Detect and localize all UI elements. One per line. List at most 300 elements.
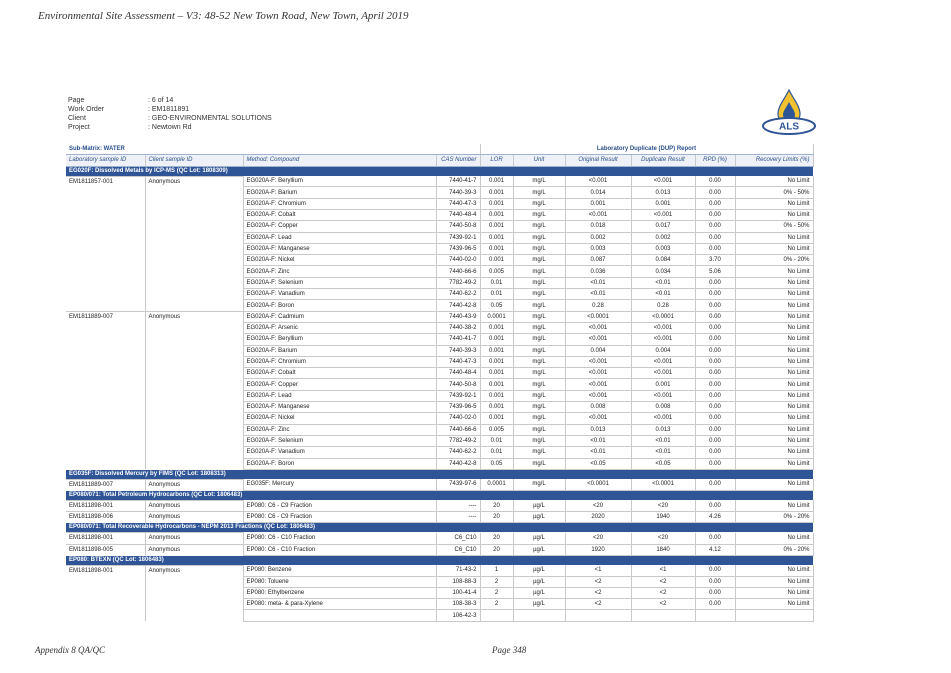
cell-client [145, 334, 243, 345]
cell-rpd: 0.00 [695, 221, 735, 232]
cell-orig: <2 [565, 576, 631, 587]
cell-dup: 0.013 [631, 424, 695, 435]
cell-orig: 2020 [565, 511, 631, 522]
cell-client [145, 255, 243, 266]
column-header: Original Result [565, 155, 631, 166]
table-row [66, 243, 813, 254]
cell-unit: mg/L [513, 379, 565, 390]
table-row [66, 610, 813, 621]
cell-method: EP080: C6 - C9 Fraction [243, 511, 436, 522]
cell-cas: 7440-48-4 [436, 209, 480, 220]
table-row [66, 221, 813, 232]
cell-rpd: 0.00 [695, 187, 735, 198]
cell-client [145, 413, 243, 424]
cell-lor: 0.005 [480, 266, 513, 277]
cell-unit: mg/L [513, 198, 565, 209]
meta-label: Page [68, 97, 85, 104]
cell-lab [66, 390, 145, 401]
cell-lor: 20 [480, 544, 513, 555]
cell-rec: No Limit [735, 356, 813, 367]
cell-rec: No Limit [735, 413, 813, 424]
table-row [66, 266, 813, 277]
cell-method: EG020A-F: Selenium [243, 277, 436, 288]
cell-unit: mg/L [513, 277, 565, 288]
cell-method: EG020A-F: Cadmium [243, 311, 436, 322]
cell-unit: mg/L [513, 334, 565, 345]
cell-client [145, 266, 243, 277]
cell-lor: 0.01 [480, 277, 513, 288]
cell-lor: 2 [480, 599, 513, 610]
cell-rec: No Limit [735, 243, 813, 254]
section-title: EG020F: Dissolved Metals by ICP-MS (QC Lot: 1808309) [66, 166, 813, 176]
cell-orig: <0.001 [565, 334, 631, 345]
cell-rpd: 0.00 [695, 368, 735, 379]
cell-rpd: 0.00 [695, 390, 735, 401]
meta-value: : Newtown Rd [148, 124, 192, 131]
cell-dup: <20 [631, 500, 695, 511]
cell-rpd: 0.00 [695, 435, 735, 446]
cell-orig: 0.018 [565, 221, 631, 232]
cell-rpd: 0.00 [695, 300, 735, 311]
cell-rpd: 0.00 [695, 447, 735, 458]
cell-unit: µg/L [513, 500, 565, 511]
cell-lab [66, 221, 145, 232]
cell-method: EG020A-F: Zinc [243, 266, 436, 277]
cell-client: Anonymous [145, 511, 243, 522]
cell-lor: 0.01 [480, 435, 513, 446]
cell-cas: 7440-47-3 [436, 356, 480, 367]
cell-client [145, 345, 243, 356]
cell-dup: <0.01 [631, 277, 695, 288]
cell-unit: mg/L [513, 368, 565, 379]
cell-method: EG020A-F: Barium [243, 187, 436, 198]
column-header: Client sample ID [145, 155, 243, 166]
cell-dup: <1 [631, 565, 695, 576]
cell-method: EP080: C6 - C10 Fraction [243, 544, 436, 555]
cell-cas: 7440-62-2 [436, 289, 480, 300]
table-row [66, 458, 813, 469]
cell-rpd: 0.00 [695, 243, 735, 254]
cell-rpd: 0.00 [695, 576, 735, 587]
cell-lor: 0.001 [480, 221, 513, 232]
cell-cas: 7440-48-4 [436, 368, 480, 379]
cell-cas: 7440-47-3 [436, 198, 480, 209]
table-row [66, 599, 813, 610]
cell-rpd [695, 610, 735, 621]
cell-rec: No Limit [735, 447, 813, 458]
meta-row-work-order [68, 105, 272, 114]
cell-rec: No Limit [735, 587, 813, 598]
cell-rec: 0% - 20% [735, 255, 813, 266]
section-header-row [66, 469, 813, 479]
cell-rpd: 0.00 [695, 176, 735, 187]
cell-dup: <0.01 [631, 447, 695, 458]
cell-dup: 0.084 [631, 255, 695, 266]
cell-cas: 7439-92-1 [436, 390, 480, 401]
cell-client [145, 243, 243, 254]
cell-cas: 7440-66-6 [436, 424, 480, 435]
cell-method: EP080: Benzene [243, 565, 436, 576]
cell-dup: <0.001 [631, 322, 695, 333]
cell-unit: mg/L [513, 402, 565, 413]
cell-orig: <0.001 [565, 390, 631, 401]
cell-method: EG020A-F: Vanadium [243, 447, 436, 458]
cell-rpd: 0.00 [695, 587, 735, 598]
table-row [66, 255, 813, 266]
cell-rpd: 0.00 [695, 458, 735, 469]
meta-row-client [68, 114, 272, 123]
cell-lor: 2 [480, 587, 513, 598]
cell-lor: 0.001 [480, 232, 513, 243]
cell-method: EG020A-F: Barium [243, 345, 436, 356]
cell-rec [735, 610, 813, 621]
cell-client [145, 435, 243, 446]
cell-rpd: 4.26 [695, 511, 735, 522]
cell-rpd: 0.00 [695, 533, 735, 544]
cell-unit [513, 610, 565, 621]
cell-cas: 7440-41-7 [436, 334, 480, 345]
table-row [66, 209, 813, 220]
table-row [66, 300, 813, 311]
cell-rec: 0% - 20% [735, 511, 813, 522]
cell-rpd: 0.00 [695, 356, 735, 367]
cell-dup: 0.003 [631, 243, 695, 254]
cell-dup: 1940 [631, 511, 695, 522]
cell-lab: EM1811898-001 [66, 565, 145, 576]
cell-unit: mg/L [513, 300, 565, 311]
cell-lab [66, 447, 145, 458]
cell-lab: EM1811889-007 [66, 311, 145, 322]
cell-method: EG020A-F: Arsenic [243, 322, 436, 333]
cell-orig: <20 [565, 533, 631, 544]
column-header: Laboratory sample ID [66, 155, 145, 166]
cell-dup: <0.001 [631, 413, 695, 424]
cell-method: EG020A-F: Chromium [243, 198, 436, 209]
cell-orig: 0.036 [565, 266, 631, 277]
cell-orig: <0.01 [565, 447, 631, 458]
cell-lab [66, 356, 145, 367]
cell-cas: 7440-02-0 [436, 413, 480, 424]
cell-lor: 0.005 [480, 424, 513, 435]
cell-rpd: 0.00 [695, 599, 735, 610]
cell-rec: 0% - 50% [735, 187, 813, 198]
cell-rpd: 0.00 [695, 322, 735, 333]
cell-orig: 0.087 [565, 255, 631, 266]
cell-cas: 108-38-3 [436, 599, 480, 610]
cell-method: EG020A-F: Manganese [243, 402, 436, 413]
section-header-row [66, 490, 813, 500]
cell-lab [66, 266, 145, 277]
cell-orig: <0.001 [565, 379, 631, 390]
cell-lor: 0.001 [480, 390, 513, 401]
section-title: EP080/071: Total Recoverable Hydrocarbons - NEPM 2013 Fractions (QC Lot: 1806483) [66, 523, 813, 533]
cell-lor: 2 [480, 576, 513, 587]
cell-dup: <0.01 [631, 435, 695, 446]
column-header: LOR [480, 155, 513, 166]
cell-rpd: 0.00 [695, 345, 735, 356]
cell-lor: 0.001 [480, 255, 513, 266]
table-column-headers [66, 155, 813, 166]
cell-lor: 0.001 [480, 356, 513, 367]
cell-dup: 0.034 [631, 266, 695, 277]
cell-lor: 0.001 [480, 413, 513, 424]
cell-rec: No Limit [735, 277, 813, 288]
cell-method: EP080: C6 - C10 Fraction [243, 533, 436, 544]
cell-lor: 0.001 [480, 334, 513, 345]
cell-method: EP080: Ethylbenzene [243, 587, 436, 598]
cell-dup: 1840 [631, 544, 695, 555]
cell-client: Anonymous [145, 500, 243, 511]
cell-lor: 0.001 [480, 322, 513, 333]
cell-orig: <0.01 [565, 277, 631, 288]
cell-unit: mg/L [513, 345, 565, 356]
cell-client [145, 576, 243, 587]
cell-rec: No Limit [735, 322, 813, 333]
cell-method: EG020A-F: Copper [243, 221, 436, 232]
meta-row-page [68, 96, 272, 105]
cell-method: EP080: C6 - C9 Fraction [243, 500, 436, 511]
cell-lab: EM1811889-007 [66, 479, 145, 490]
meta-value: : EM1811891 [148, 106, 190, 113]
logo-text: ALS [779, 121, 799, 133]
cell-unit: mg/L [513, 232, 565, 243]
cell-method: EG020A-F: Copper [243, 379, 436, 390]
cell-unit: µg/L [513, 565, 565, 576]
cell-cas: 7440-43-9 [436, 311, 480, 322]
cell-rec: No Limit [735, 599, 813, 610]
cell-method: EG020A-F: Beryllium [243, 176, 436, 187]
table-row [66, 334, 813, 345]
cell-rec: No Limit [735, 565, 813, 576]
cell-method: EG020A-F: Nickel [243, 413, 436, 424]
cell-cas: 7782-49-2 [436, 277, 480, 288]
cell-lab [66, 599, 145, 610]
cell-dup: <0.001 [631, 176, 695, 187]
cell-rpd: 0.00 [695, 479, 735, 490]
cell-rec: No Limit [735, 402, 813, 413]
cell-dup: 0.28 [631, 300, 695, 311]
cell-cas: 7439-92-1 [436, 232, 480, 243]
cell-method: EP080: meta- & para-Xylene [243, 599, 436, 610]
cell-lor: 20 [480, 533, 513, 544]
cell-rec: No Limit [735, 289, 813, 300]
cell-unit: mg/L [513, 435, 565, 446]
cell-cas: 7440-41-7 [436, 176, 480, 187]
cell-rec: No Limit [735, 479, 813, 490]
cell-dup: <0.05 [631, 458, 695, 469]
cell-dup [631, 610, 695, 621]
cell-dup: 0.004 [631, 345, 695, 356]
section-title: EG035F: Dissolved Mercury by FIMS (QC Lot: 1808313) [66, 469, 813, 479]
cell-orig: 0.002 [565, 232, 631, 243]
cell-lor: 1 [480, 565, 513, 576]
cell-rpd: 0.00 [695, 424, 735, 435]
table-row [66, 424, 813, 435]
cell-orig [565, 610, 631, 621]
cell-rec: No Limit [735, 368, 813, 379]
document-header: Environmental Site Assessment – V3: 48-52 New Town Road, New Town, April 2019 [38, 10, 409, 22]
cell-unit: µg/L [513, 587, 565, 598]
cell-rec: No Limit [735, 379, 813, 390]
table-row [66, 447, 813, 458]
section-header-row [66, 166, 813, 176]
report-meta [68, 96, 272, 132]
cell-rpd: 0.00 [695, 209, 735, 220]
cell-method: EG020A-F: Manganese [243, 243, 436, 254]
cell-rpd: 0.00 [695, 379, 735, 390]
cell-unit: mg/L [513, 356, 565, 367]
cell-client [145, 198, 243, 209]
cell-method: EG020A-F: Selenium [243, 435, 436, 446]
cell-client: Anonymous [145, 176, 243, 187]
cell-dup: <20 [631, 533, 695, 544]
cell-lab: EM1811898-001 [66, 533, 145, 544]
cell-rpd: 0.00 [695, 311, 735, 322]
column-header: Unit [513, 155, 565, 166]
table-body [66, 166, 813, 621]
cell-client [145, 277, 243, 288]
cell-rec: 0% - 20% [735, 544, 813, 555]
cell-lab [66, 322, 145, 333]
cell-dup: <0.0001 [631, 311, 695, 322]
cell-unit: mg/L [513, 424, 565, 435]
table-row [66, 187, 813, 198]
cell-client [145, 458, 243, 469]
cell-client [145, 390, 243, 401]
cell-cas: 7439-96-5 [436, 402, 480, 413]
cell-unit: mg/L [513, 187, 565, 198]
table-row [66, 311, 813, 322]
cell-method: EG020A-F: Lead [243, 232, 436, 243]
cell-method: EG020A-F: Chromium [243, 356, 436, 367]
cell-unit: mg/L [513, 289, 565, 300]
cell-rec: No Limit [735, 311, 813, 322]
table-row [66, 345, 813, 356]
cell-client [145, 368, 243, 379]
table-head-row-1 [66, 144, 813, 155]
table-row [66, 368, 813, 379]
table-row [66, 198, 813, 209]
cell-unit: mg/L [513, 322, 565, 333]
cell-method: EG020A-F: Beryllium [243, 334, 436, 345]
section-title: EP080: BTEXN (QC Lot: 1806483) [66, 555, 813, 565]
cell-lor: 0.01 [480, 289, 513, 300]
cell-client: Anonymous [145, 479, 243, 490]
cell-orig: <0.0001 [565, 311, 631, 322]
cell-lab [66, 424, 145, 435]
als-logo [760, 88, 818, 136]
cell-rec: No Limit [735, 390, 813, 401]
cell-dup: <2 [631, 599, 695, 610]
cell-lor: 20 [480, 511, 513, 522]
cell-client [145, 289, 243, 300]
cell-orig: <1 [565, 565, 631, 576]
cell-cas: 7440-50-8 [436, 221, 480, 232]
cell-rec: No Limit [735, 198, 813, 209]
cell-lab [66, 300, 145, 311]
cell-lab [66, 198, 145, 209]
cell-cas: 108-88-3 [436, 576, 480, 587]
column-header: RPD (%) [695, 155, 735, 166]
cell-lor: 0.001 [480, 176, 513, 187]
report-title: Laboratory Duplicate (DUP) Report [480, 144, 813, 155]
table-row [66, 390, 813, 401]
cell-client: Anonymous [145, 544, 243, 555]
cell-rpd: 0.00 [695, 198, 735, 209]
cell-lab: EM1811898-005 [66, 544, 145, 555]
cell-client [145, 356, 243, 367]
cell-lab: EM1811898-006 [66, 511, 145, 522]
cell-rec: No Limit [735, 209, 813, 220]
cell-lor: 20 [480, 500, 513, 511]
cell-rec: No Limit [735, 424, 813, 435]
cell-dup: <0.0001 [631, 479, 695, 490]
cell-client [145, 232, 243, 243]
cell-lab [66, 587, 145, 598]
cell-unit: mg/L [513, 266, 565, 277]
cell-client [145, 187, 243, 198]
cell-dup: <0.001 [631, 368, 695, 379]
cell-unit: mg/L [513, 255, 565, 266]
cell-orig: 0.014 [565, 187, 631, 198]
cell-lab [66, 277, 145, 288]
cell-lab [66, 576, 145, 587]
cell-client: Anonymous [145, 311, 243, 322]
cell-cas: 106-42-3 [436, 610, 480, 621]
cell-client [145, 610, 243, 621]
cell-rec: 0% - 50% [735, 221, 813, 232]
cell-rec: No Limit [735, 458, 813, 469]
table-row [66, 379, 813, 390]
table-row [66, 413, 813, 424]
cell-dup: <0.001 [631, 209, 695, 220]
cell-cas: 71-43-2 [436, 565, 480, 576]
cell-unit: mg/L [513, 311, 565, 322]
cell-orig: <0.01 [565, 435, 631, 446]
cell-cas: 7440-39-3 [436, 187, 480, 198]
cell-lor [480, 610, 513, 621]
cell-lab [66, 413, 145, 424]
cell-orig: <0.01 [565, 289, 631, 300]
cell-rec: No Limit [735, 533, 813, 544]
cell-client [145, 322, 243, 333]
cell-cas: 7439-96-5 [436, 243, 480, 254]
footer-page-number: Page 348 [492, 645, 527, 655]
cell-method: EG020A-F: Boron [243, 300, 436, 311]
cell-cas: 100-41-4 [436, 587, 480, 598]
cell-unit: mg/L [513, 479, 565, 490]
cell-orig: 0.003 [565, 243, 631, 254]
section-title: EP080/071: Total Petroleum Hydrocarbons (QC Lot: 1806483) [66, 490, 813, 500]
cell-lab [66, 209, 145, 220]
submatrix-label: Sub-Matrix: WATER [66, 144, 480, 155]
cell-lab [66, 402, 145, 413]
table-row [66, 356, 813, 367]
cell-orig: <0.0001 [565, 479, 631, 490]
cell-lor: 0.01 [480, 447, 513, 458]
cell-orig: 0.013 [565, 424, 631, 435]
cell-lab: EM1811898-001 [66, 500, 145, 511]
cell-orig: <0.001 [565, 413, 631, 424]
cell-client [145, 300, 243, 311]
cell-lor: 0.001 [480, 198, 513, 209]
cell-lor: 0.05 [480, 458, 513, 469]
cell-client [145, 599, 243, 610]
cell-dup: <0.001 [631, 356, 695, 367]
cell-rpd: 0.00 [695, 500, 735, 511]
cell-dup: <2 [631, 587, 695, 598]
cell-lab [66, 379, 145, 390]
